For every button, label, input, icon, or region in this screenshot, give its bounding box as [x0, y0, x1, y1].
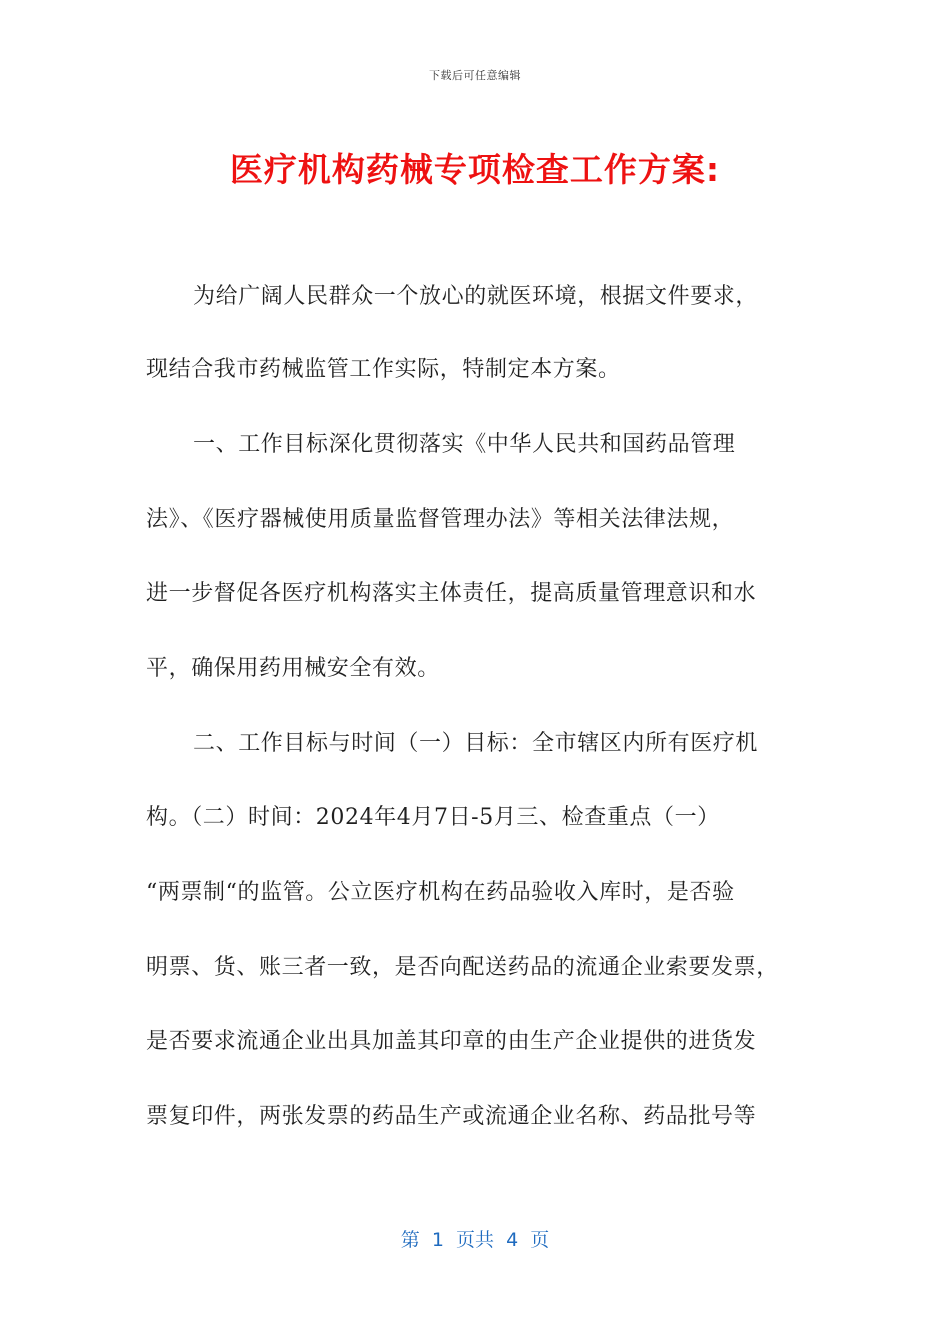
paragraph-line: 法》、《医疗器械使用质量监督管理办法》等相关法律法规，	[146, 507, 735, 532]
paragraph-line: 二、工作目标与时间（一）目标：全市辖区内所有医疗机	[193, 731, 759, 756]
paragraph-line: 平，确保用药用械安全有效。	[146, 656, 440, 681]
paragraph-line: 一、工作目标深化贯彻落实《中华人民共和国药品管理	[193, 432, 736, 457]
paragraph-line: 为给广阔人民群众一个放心的就医环境，根据文件要求，	[193, 284, 759, 309]
paragraph-line: 票复印件，两张发票的药品生产或流通企业名称、药品批号等	[146, 1104, 757, 1129]
paragraph-line: 构。（二）时间：2024年4月7日-5月三、检查重点（一）	[146, 805, 720, 830]
paragraph-line: 进一步督促各医疗机构落实主体责任，提高质量管理意识和水	[146, 581, 757, 606]
paragraph-line: 明票、货、账三者一致，是否向配送药品的流通企业索要发票，	[146, 955, 779, 980]
paragraph-line: 现结合我市药械监管工作实际，特制定本方案。	[146, 357, 621, 382]
header-note: 下载后可任意编辑	[429, 69, 521, 82]
page-number: 第 1 页共 4 页	[400, 1229, 550, 1251]
paragraph-line: 是否要求流通企业出具加盖其印章的由生产企业提供的进货发	[146, 1029, 757, 1054]
paragraph-line: “两票制“的监管。公立医疗机构在药品验收入库时，是否验	[146, 880, 735, 905]
document-title: 医疗机构药械专项检查工作方案:	[229, 150, 721, 189]
